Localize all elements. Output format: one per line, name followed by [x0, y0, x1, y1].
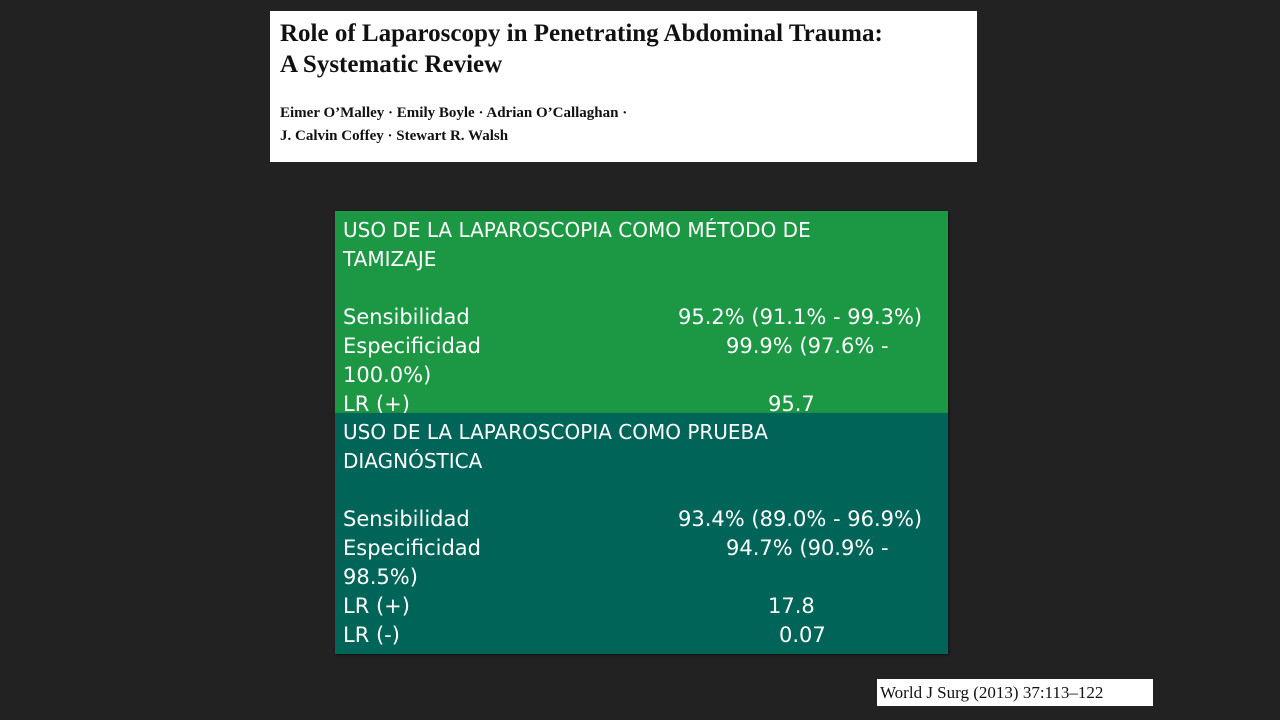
diagnostic-lr-negative-label: LR (-): [343, 623, 400, 647]
diagnostic-lr-positive-value: 17.8: [768, 594, 815, 618]
diagnostic-specificity-value: 94.7% (90.9% -: [726, 536, 889, 560]
diagnostic-specificity-value-cont: 98.5%): [343, 565, 418, 589]
paper-authors-line1: Eimer O’Malley · Emily Boyle · Adrian O’Callaghan ·: [280, 105, 628, 121]
diagnostic-results-box: [335, 413, 948, 654]
screening-specificity-value: 99.9% (97.6% -: [726, 334, 889, 358]
screening-sensitivity-row: [343, 303, 940, 332]
paper-title: [280, 18, 967, 80]
screening-lr-positive-row: [343, 390, 940, 413]
screening-results-box: [335, 211, 948, 413]
screening-lr-positive-label: LR (+): [343, 392, 410, 413]
screening-specificity-row: [343, 332, 940, 390]
diagnostic-specificity-row: [343, 534, 940, 592]
screening-heading-line1: USO DE LA LAPAROSCOPIA COMO MÉTODO DE: [343, 218, 811, 242]
screening-specificity-value-cont: 100.0%): [343, 363, 432, 387]
diagnostic-heading-line1: USO DE LA LAPAROSCOPIA COMO PRUEBA: [343, 420, 768, 444]
diagnostic-lr-negative-value: 0.07: [779, 623, 826, 647]
paper-authors-line2: J. Calvin Coffey · Stewart R. Walsh: [280, 128, 509, 144]
citation-label: World J Surg (2013) 37:113–122: [877, 679, 1153, 706]
diagnostic-heading-line2: DIAGNÓSTICA: [343, 449, 483, 473]
screening-sensitivity-value: 95.2% (91.1% - 99.3%): [678, 305, 923, 329]
screening-heading-line2: TAMIZAJE: [343, 247, 437, 271]
screening-heading: [343, 216, 940, 274]
diagnostic-heading: [343, 418, 940, 476]
paper-title-line2: A Systematic Review: [280, 51, 503, 78]
paper-title-line1: Role of Laparoscopy in Penetrating Abdominal Trauma:: [280, 20, 883, 47]
diagnostic-lr-negative-row: [343, 621, 940, 650]
paper-header-image: [270, 11, 977, 162]
diagnostic-specificity-label: Especificidad: [343, 536, 481, 560]
diagnostic-lr-positive-label: LR (+): [343, 594, 410, 618]
diagnostic-sensitivity-row: [343, 505, 940, 534]
screening-lr-positive-value: 95.7: [768, 392, 815, 413]
diagnostic-lr-positive-row: [343, 592, 940, 621]
screening-sensitivity-label: Sensibilidad: [343, 305, 470, 329]
paper-authors: [280, 102, 967, 148]
screening-specificity-label: Especificidad: [343, 334, 481, 358]
diagnostic-sensitivity-label: Sensibilidad: [343, 507, 470, 531]
diagnostic-sensitivity-value: 93.4% (89.0% - 96.9%): [678, 507, 923, 531]
